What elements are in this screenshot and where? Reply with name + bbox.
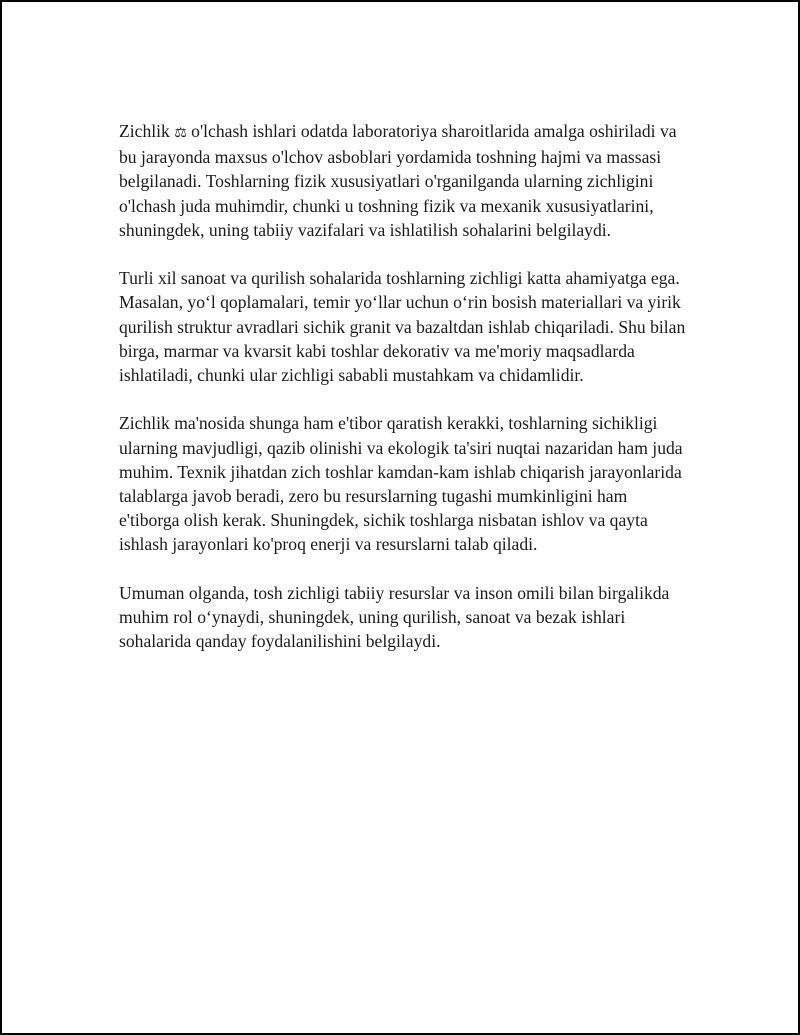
paragraph-1-text: o'lchash ishlari odatda laboratoriya sharoitlarida amalga oshiriladi va bu jarayonda maxsus o'lchov asboblari yordamida toshning hajmi va massasi belgilanadi. Toshlarning fizik xususiyatlari o'rganilganda ularning zichligini o'lchash juda muhimdir, chunki u toshning fizik va mexanik xususiyatlarini, shuningdek, uning tabiiy vazifalari va ishlatilish sohalarini belgilaydi. [119, 121, 677, 240]
paragraph-1-lead: Zichlik [119, 121, 175, 141]
paragraph-3: Zichlik ma'nosida shunga ham e'tibor qaratish kerakki, toshlarning sichikligi ularning mavjudligi, qazib olinishi va ekologik ta'siri nuqtai nazaridan ham juda muhim. Texnik jihatdan zich toshlar kamdan-kam ishlab chiqarish jarayonlarida talablarga javob beradi, zero bu resurslarning tugashi mumkinligini ham e'tiborga olish kerak. Shuningdek, sichik toshlarga nisbatan ishlov va qayta ishlash jarayonlari ko'proq enerji va resurslarni talab qiladi. [119, 413, 683, 555]
paragraph-4: Umuman olganda, tosh zichligi tabiiy resurslar va inson omili bilan birgalikda muhim rol o‘ynaydi, shuningdek, uning qurilish, sanoat va bezak ishlari sohalarida qanday foydalanilishini belgilaydi. [119, 582, 670, 652]
paragraph-2: Turli xil sanoat va qurilish sohalarida toshlarning zichligi katta ahamiyatga ega. Masalan, yo‘l qoplamalari, temir yo‘llar uchun o‘rin bosish materiallari va yirik qurilish struktur avradlari sichik granit va bazaltdan ishlab chiqariladi. Shu bilan birga, marmar va kvarsit kabi toshlar dekorativ va me'moriy maqsadlarda ishlatiladi, chunki ular zichligi sababli mustahkam va chidamlidir. [119, 268, 686, 386]
document-body [119, 119, 689, 678]
paragraph-1 [119, 119, 689, 242]
balance-scale-icon: ⚖ [174, 125, 187, 141]
